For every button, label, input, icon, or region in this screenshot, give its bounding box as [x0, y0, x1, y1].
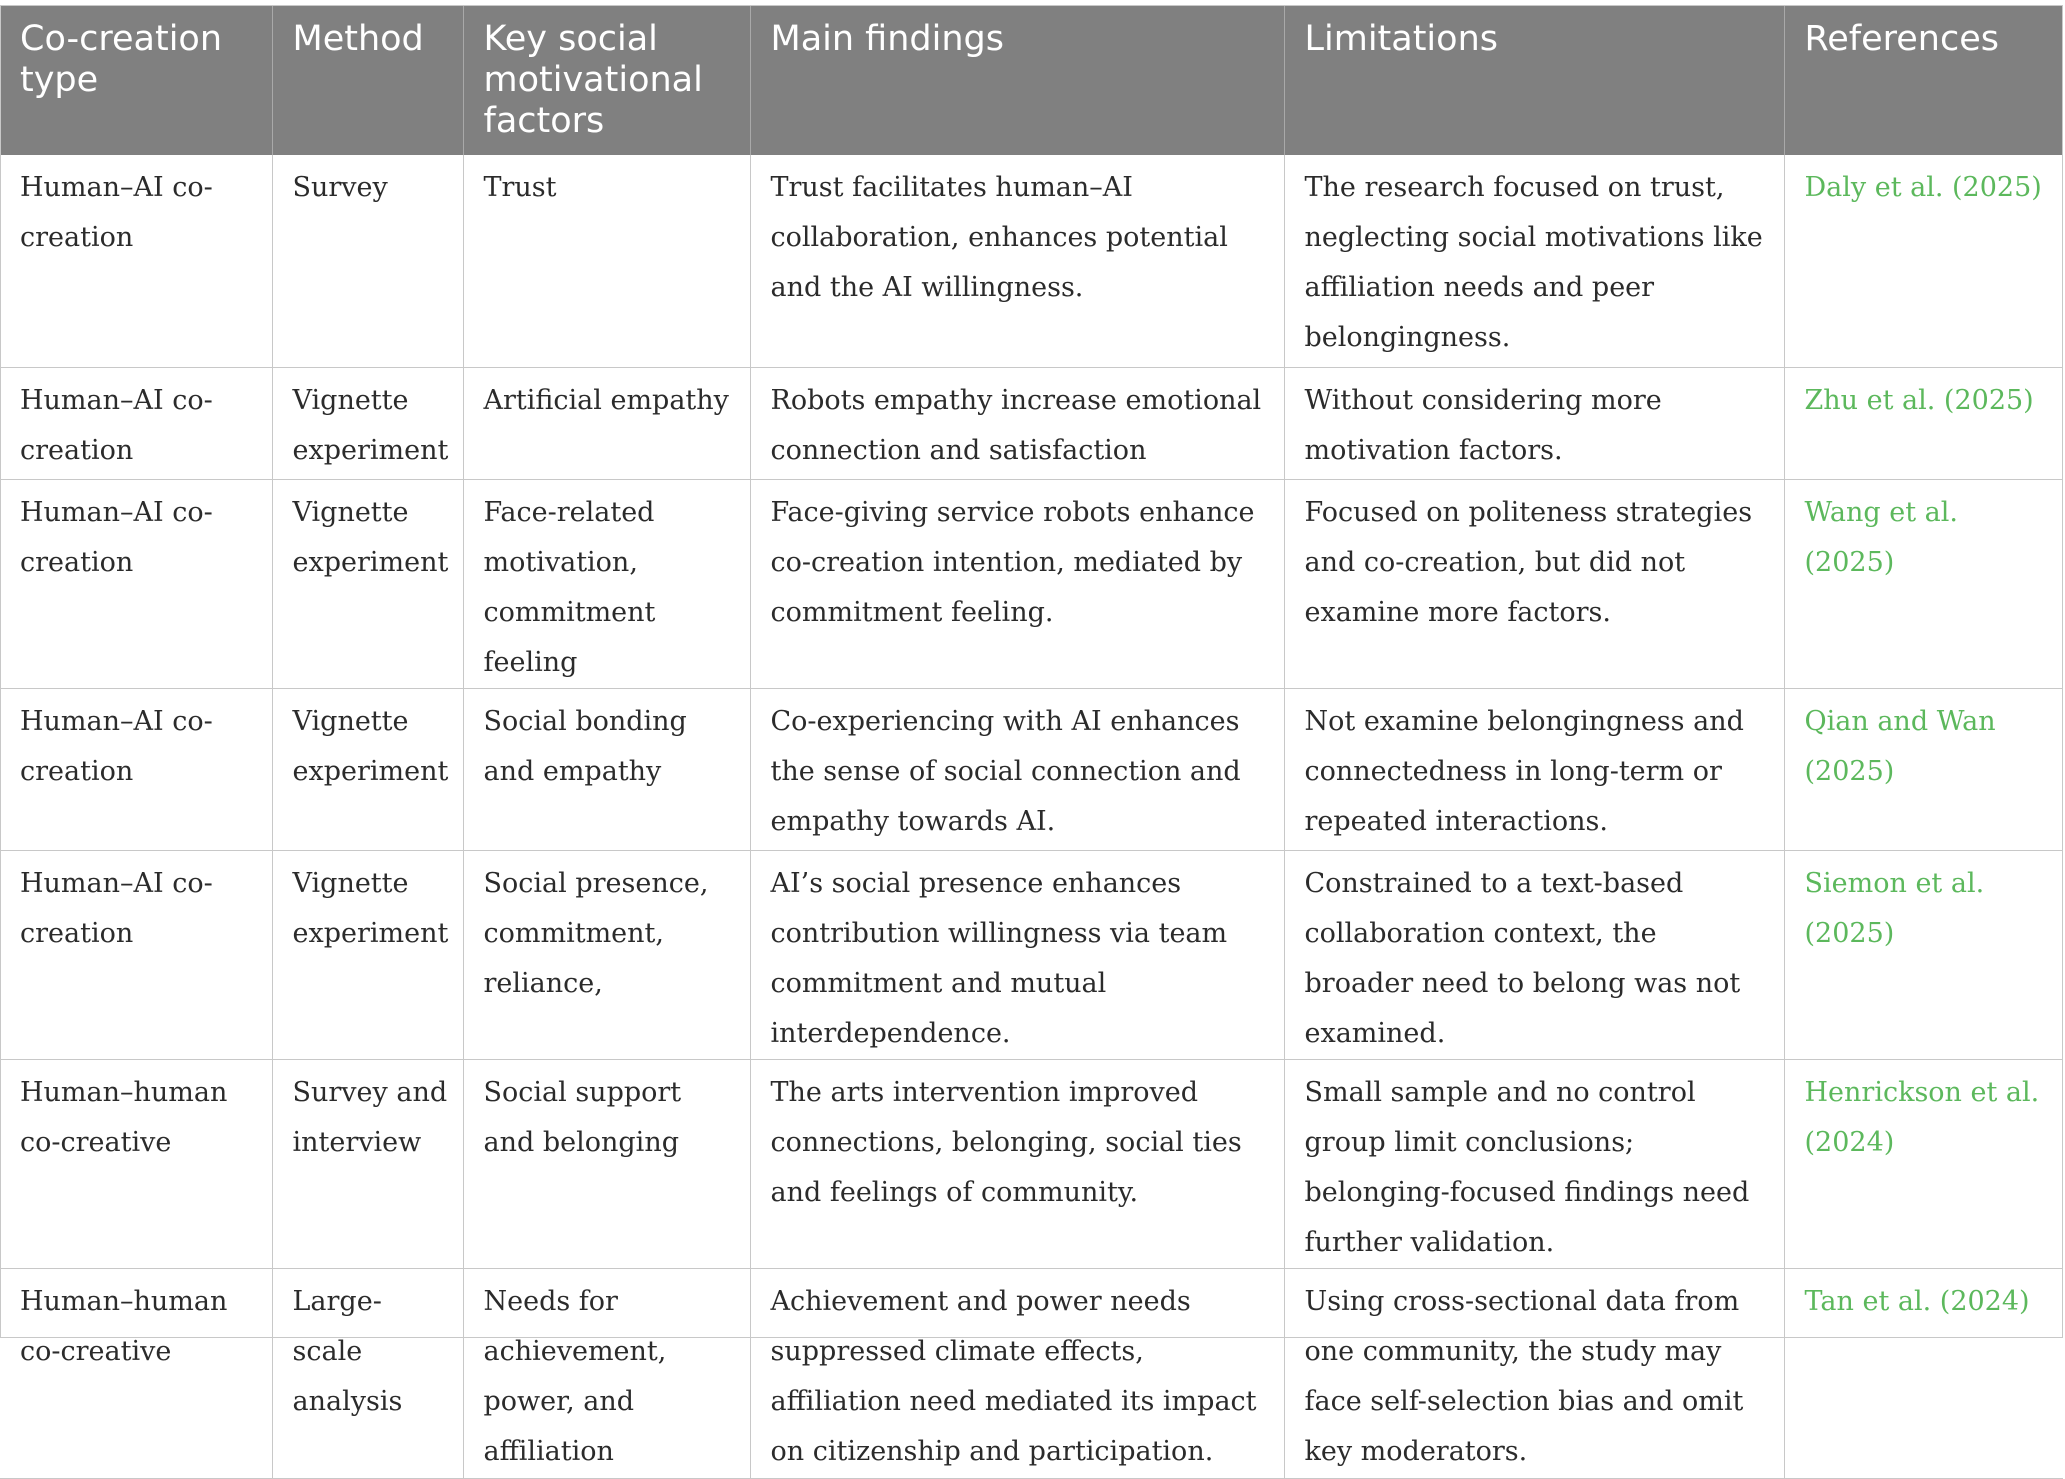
cell-findings: The arts intervention improved connections, belonging, social ties and feelings of community. [750, 1059, 1284, 1268]
table-body [0, 155, 2063, 1478]
co-creation-studies-table [0, 5, 2063, 1479]
cell-method: Vignette experiment [272, 479, 463, 688]
reference-link[interactable]: Zhu et al. (2025) [1784, 367, 2063, 479]
cell-method: Vignette experiment [272, 367, 463, 479]
reference-link[interactable]: Daly et al. (2025) [1784, 155, 2063, 367]
table-container [0, 5, 2063, 1479]
cell-factors: Artificial empathy [463, 367, 750, 479]
cell-limitations: Using cross-sectional data from one community, the study may face self-selection bias and omit key moderators. [1284, 1268, 1784, 1478]
table-row [0, 1059, 2063, 1268]
table-row [0, 1268, 2063, 1478]
reference-link[interactable]: Henrickson et al. (2024) [1784, 1059, 2063, 1268]
cell-limitations: Constrained to a text-based collaboration context, the broader need to belong was not examined. [1284, 850, 1784, 1059]
cell-limitations: Not examine belongingness and connectedness in long-term or repeated interactions. [1284, 688, 1784, 850]
header-limitations: Limitations [1284, 5, 1784, 155]
cell-co-creation-type: Human–AI co-creation [0, 367, 272, 479]
cell-factors: Social support and belonging [463, 1059, 750, 1268]
reference-link[interactable]: Qian and Wan (2025) [1784, 688, 2063, 850]
cell-findings: Achievement and power needs suppressed climate effects, affiliation need mediated its impact on citizenship and participation. [750, 1268, 1284, 1478]
cell-findings: Face-giving service robots enhance co-creation intention, mediated by commitment feeling. [750, 479, 1284, 688]
reference-link[interactable]: Wang et al. (2025) [1784, 479, 2063, 688]
header-references: References [1784, 5, 2063, 155]
cell-limitations: The research focused on trust, neglecting social motivations like affiliation needs and peer belongingness. [1284, 155, 1784, 367]
cell-limitations: Without considering more motivation factors. [1284, 367, 1784, 479]
cell-findings: AI’s social presence enhances contribution willingness via team commitment and mutual interdependence. [750, 850, 1284, 1059]
cell-co-creation-type: Human–AI co-creation [0, 850, 272, 1059]
cell-method: Survey [272, 155, 463, 367]
cell-limitations: Focused on politeness strategies and co-creation, but did not examine more factors. [1284, 479, 1784, 688]
cell-co-creation-type: Human–AI co-creation [0, 155, 272, 367]
header-method: Method [272, 5, 463, 155]
table-row [0, 367, 2063, 479]
cell-method: Survey and interview [272, 1059, 463, 1268]
table-row [0, 479, 2063, 688]
header-co-creation-type: Co-creation type [0, 5, 272, 155]
cell-factors: Social presence, commitment, reliance, [463, 850, 750, 1059]
cell-co-creation-type: Human–human co-creative [0, 1059, 272, 1268]
reference-link[interactable]: Siemon et al. (2025) [1784, 850, 2063, 1059]
table-row [0, 850, 2063, 1059]
cell-findings: Co-experiencing with AI enhances the sense of social connection and empathy towards AI. [750, 688, 1284, 850]
header-row [0, 5, 2063, 155]
cell-findings: Robots empathy increase emotional connection and satisfaction [750, 367, 1284, 479]
header-main-findings: Main findings [750, 5, 1284, 155]
table-header [0, 5, 2063, 155]
cell-method: Vignette experiment [272, 688, 463, 850]
cell-co-creation-type: Human–AI co-creation [0, 688, 272, 850]
cell-findings: Trust facilitates human–AI collaboration, enhances potential and the AI willingness. [750, 155, 1284, 367]
cell-factors: Social bonding and empathy [463, 688, 750, 850]
cell-limitations: Small sample and no control group limit conclusions; belonging-focused findings need further validation. [1284, 1059, 1784, 1268]
cell-method: Large-scale analysis [272, 1268, 463, 1478]
cell-co-creation-type: Human–human co-creative [0, 1268, 272, 1478]
cell-factors: Needs for achievement, power, and affiliation [463, 1268, 750, 1478]
table-row [0, 688, 2063, 850]
cell-method: Vignette experiment [272, 850, 463, 1059]
cell-factors: Trust [463, 155, 750, 367]
reference-link[interactable]: Tan et al. (2024) [1784, 1268, 2063, 1478]
cell-factors: Face-related motivation, commitment feeling [463, 479, 750, 688]
cell-co-creation-type: Human–AI co-creation [0, 479, 272, 688]
table-row [0, 155, 2063, 367]
header-key-social-motivational-factors: Key social motivational factors [463, 5, 750, 155]
